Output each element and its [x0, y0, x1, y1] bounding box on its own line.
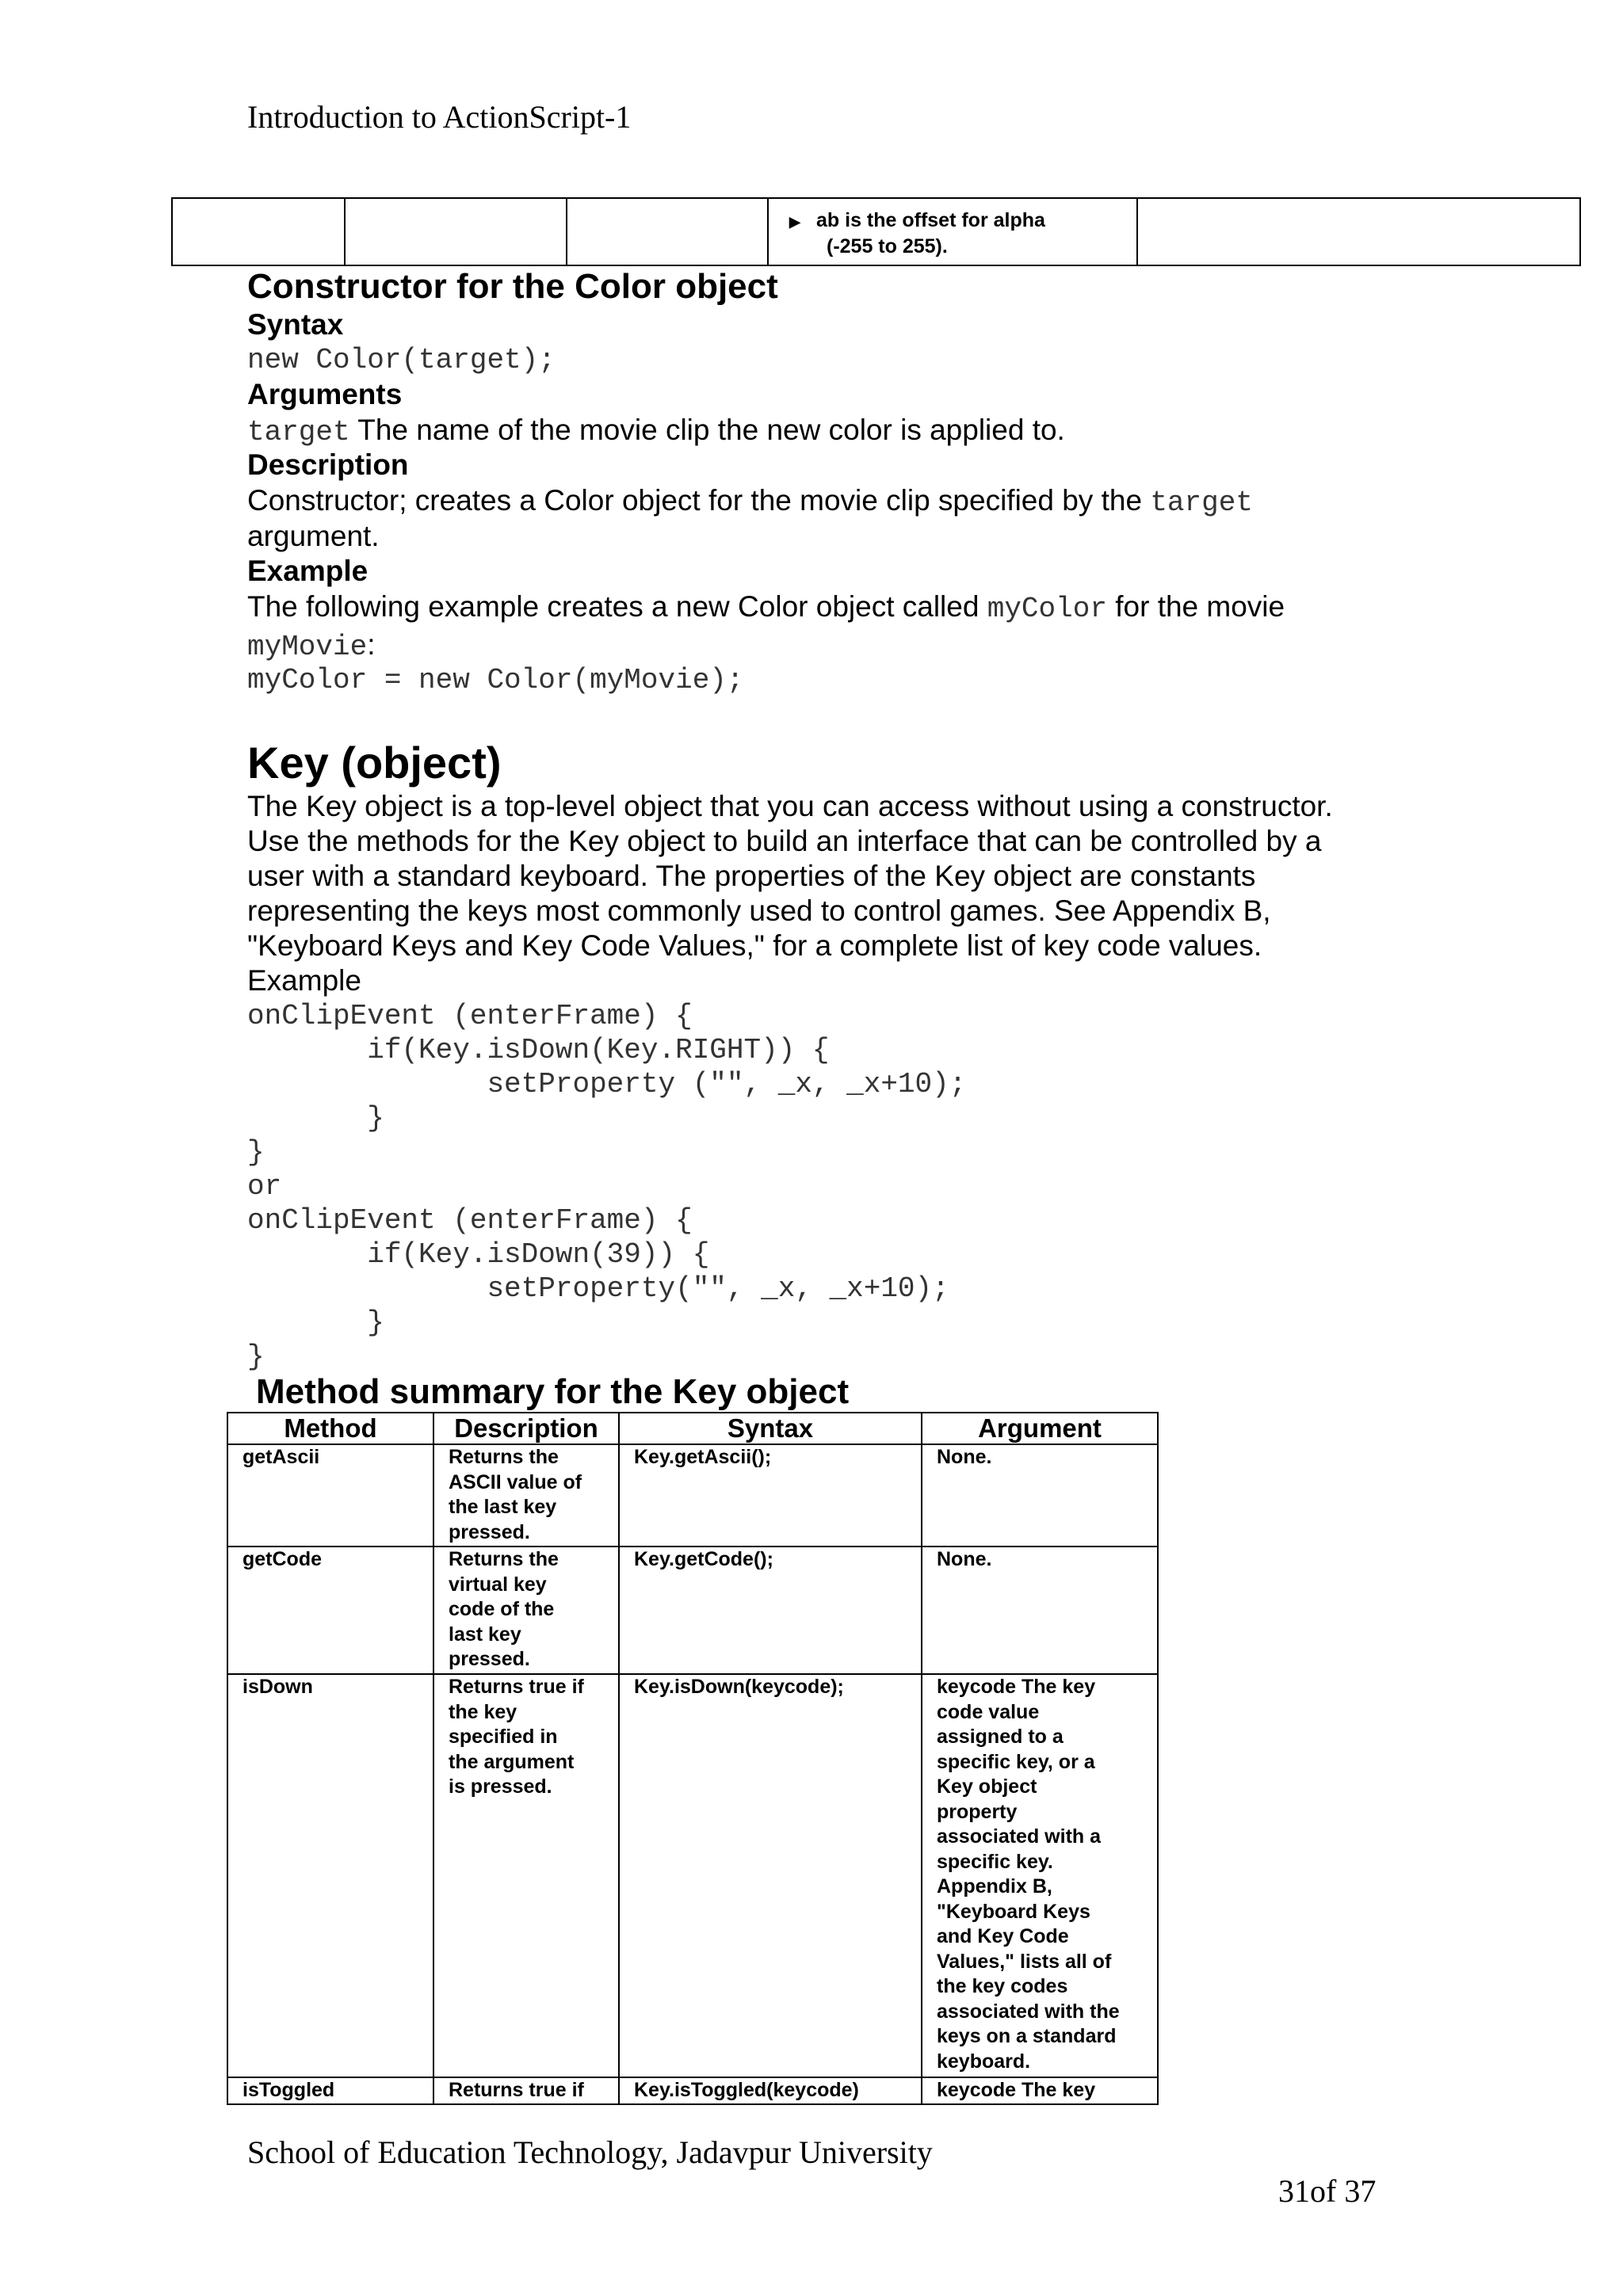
- example-label: Example: [247, 555, 369, 587]
- description-text-cont: argument.: [247, 520, 380, 552]
- method-cell: getCode: [227, 1547, 433, 1674]
- arguments-text: The name of the movie clip the new color is applied to.: [357, 414, 1065, 446]
- syntax-cell: Key.isToggled(keycode): [619, 2077, 922, 2104]
- code-line: if(Key.isDown(39)) {: [247, 1238, 710, 1271]
- syntax-label: Syntax: [247, 308, 344, 341]
- code-line: }: [247, 1136, 265, 1169]
- code-line: onClipEvent (enterFrame) {: [247, 1204, 693, 1237]
- syntax-code: new Color(target);: [247, 344, 556, 376]
- table-divider: [767, 199, 769, 265]
- column-header: Description: [433, 1413, 619, 1444]
- cell-line: is pressed.: [449, 1775, 552, 1798]
- method-summary-heading: Method summary for the Key object: [256, 1372, 850, 1411]
- example-code-line: myColor = new Color(myMovie);: [247, 664, 744, 696]
- example-colon: :: [367, 628, 376, 661]
- table-row: [227, 2077, 1158, 2104]
- argument-cell: [922, 2077, 1158, 2104]
- column-header: Argument: [922, 1413, 1158, 1444]
- cell-line: associated with a: [937, 1825, 1102, 1848]
- cell-line: None.: [937, 1446, 992, 1468]
- continuation-table: [171, 197, 1581, 266]
- table-row: [227, 1444, 1158, 1547]
- cell-line: Returns true if: [449, 2079, 584, 2101]
- code-line: setProperty("", _x, _x+10);: [247, 1272, 949, 1305]
- cell-line: last key: [449, 1623, 521, 1646]
- arguments-label: Arguments: [247, 378, 403, 410]
- description-line: [247, 484, 1253, 519]
- cell-line: virtual key: [449, 1573, 547, 1596]
- table-row: [227, 1547, 1158, 1674]
- cell-line: property: [937, 1800, 1018, 1823]
- cell-line: keyboard.: [937, 2050, 1031, 2073]
- cell-line: code value: [937, 1700, 1040, 1723]
- bullet-text-cont: (-255 to 255).: [827, 235, 948, 257]
- cell-line: assigned to a: [937, 1726, 1064, 1748]
- code-line: }: [247, 1102, 384, 1135]
- cell-line: Key object: [937, 1775, 1037, 1798]
- table-divider: [1136, 199, 1138, 265]
- running-header: Introduction to ActionScript-1: [247, 99, 632, 135]
- key-para-line: "Keyboard Keys and Key Code Values," for a complete list of key code values.: [247, 929, 1262, 962]
- table-divider: [344, 199, 346, 265]
- cell-line: keycode The key: [937, 1676, 1096, 1698]
- description-cell: [433, 2077, 619, 2104]
- cell-line: pressed.: [449, 1648, 530, 1670]
- cell-line: None.: [937, 1548, 992, 1570]
- syntax-cell: Key.isDown(keycode);: [619, 1674, 922, 2077]
- description-label: Description: [247, 448, 409, 481]
- example-text-2: for the movie: [1115, 590, 1285, 623]
- cell-line: code of the: [449, 1598, 555, 1620]
- code-line: or: [247, 1170, 282, 1203]
- cell-line: Values," lists all of: [937, 1950, 1112, 1973]
- cell-line: "Keyboard Keys: [937, 1900, 1090, 1923]
- description-cell: [433, 1444, 619, 1547]
- cell-line: Returns the: [449, 1548, 559, 1570]
- column-header: Method: [227, 1413, 433, 1444]
- bullet-text: ab is the offset for alpha: [816, 209, 1045, 231]
- cell-line: specified in: [449, 1726, 558, 1748]
- cell-line: ASCII value of: [449, 1470, 582, 1493]
- argument-cell: [922, 1674, 1158, 2077]
- description-text: Constructor; creates a Color object for the movie clip specified by the: [247, 484, 1143, 517]
- cell-line: Returns true if: [449, 1676, 584, 1698]
- example-code: myColor: [987, 593, 1107, 625]
- key-para-line: The Key object is a top-level object that you can access without using a constructor.: [247, 790, 1333, 822]
- continuation-cell: [789, 208, 1045, 259]
- example-code-2: myMovie: [247, 631, 368, 663]
- table-divider: [566, 199, 567, 265]
- code-line: setProperty ("", _x, _x+10);: [247, 1068, 967, 1100]
- description-code: target: [1150, 486, 1253, 519]
- table-header-row: [227, 1413, 1158, 1444]
- arguments-line: [247, 414, 1065, 448]
- method-cell: isDown: [227, 1674, 433, 2077]
- key-para-line: user with a standard keyboard. The properties of the Key object are constants: [247, 860, 1256, 892]
- method-summary-table: [227, 1412, 1159, 2105]
- syntax-cell: Key.getAscii();: [619, 1444, 922, 1547]
- example-line: [247, 590, 1285, 625]
- table-row: [227, 1674, 1158, 2077]
- method-cell: isToggled: [227, 2077, 433, 2104]
- bullet-triangle-icon: ▶: [789, 214, 800, 230]
- argument-cell: [922, 1547, 1158, 1674]
- constructor-heading: Constructor for the Color object: [247, 267, 778, 306]
- syntax-cell: Key.getCode();: [619, 1547, 922, 1674]
- argument-cell: [922, 1444, 1158, 1547]
- description-cell: [433, 1547, 619, 1674]
- example-text: The following example creates a new Color object called: [247, 590, 980, 623]
- description-cell: [433, 1674, 619, 2077]
- cell-line: keycode The key: [937, 2079, 1096, 2101]
- key-heading: Key (object): [247, 738, 502, 788]
- key-para-line: representing the keys most commonly used to control games. See Appendix B,: [247, 894, 1271, 927]
- cell-line: specific key.: [937, 1850, 1053, 1873]
- cell-line: keys on a standard: [937, 2025, 1117, 2047]
- cell-line: Appendix B,: [937, 1875, 1052, 1897]
- cell-line: the last key: [449, 1496, 557, 1518]
- code-line: onClipEvent (enterFrame) {: [247, 1000, 693, 1032]
- cell-line: Returns the: [449, 1446, 559, 1468]
- cell-line: pressed.: [449, 1520, 530, 1543]
- example-line-2: [247, 628, 376, 663]
- cell-line: the key codes: [937, 1975, 1068, 1997]
- cell-line: and Key Code: [937, 1925, 1069, 1947]
- key-para-line: Use the methods for the Key object to build an interface that can be controlled by a: [247, 825, 1322, 857]
- cell-line: associated with the: [937, 2000, 1120, 2023]
- code-line: if(Key.isDown(Key.RIGHT)) {: [247, 1034, 830, 1066]
- code-line: }: [247, 1341, 265, 1373]
- page-number: 31of 37: [1278, 2173, 1377, 2209]
- footer-institution: School of Education Technology, Jadavpur University: [247, 2134, 933, 2170]
- cell-line: the argument: [449, 1750, 575, 1773]
- method-cell: getAscii: [227, 1444, 433, 1547]
- cell-line: the key: [449, 1700, 517, 1723]
- arguments-code: target: [247, 416, 350, 448]
- cell-line: specific key, or a: [937, 1750, 1095, 1773]
- column-header: Syntax: [619, 1413, 922, 1444]
- code-line: }: [247, 1306, 384, 1339]
- key-example-label: Example: [247, 964, 361, 997]
